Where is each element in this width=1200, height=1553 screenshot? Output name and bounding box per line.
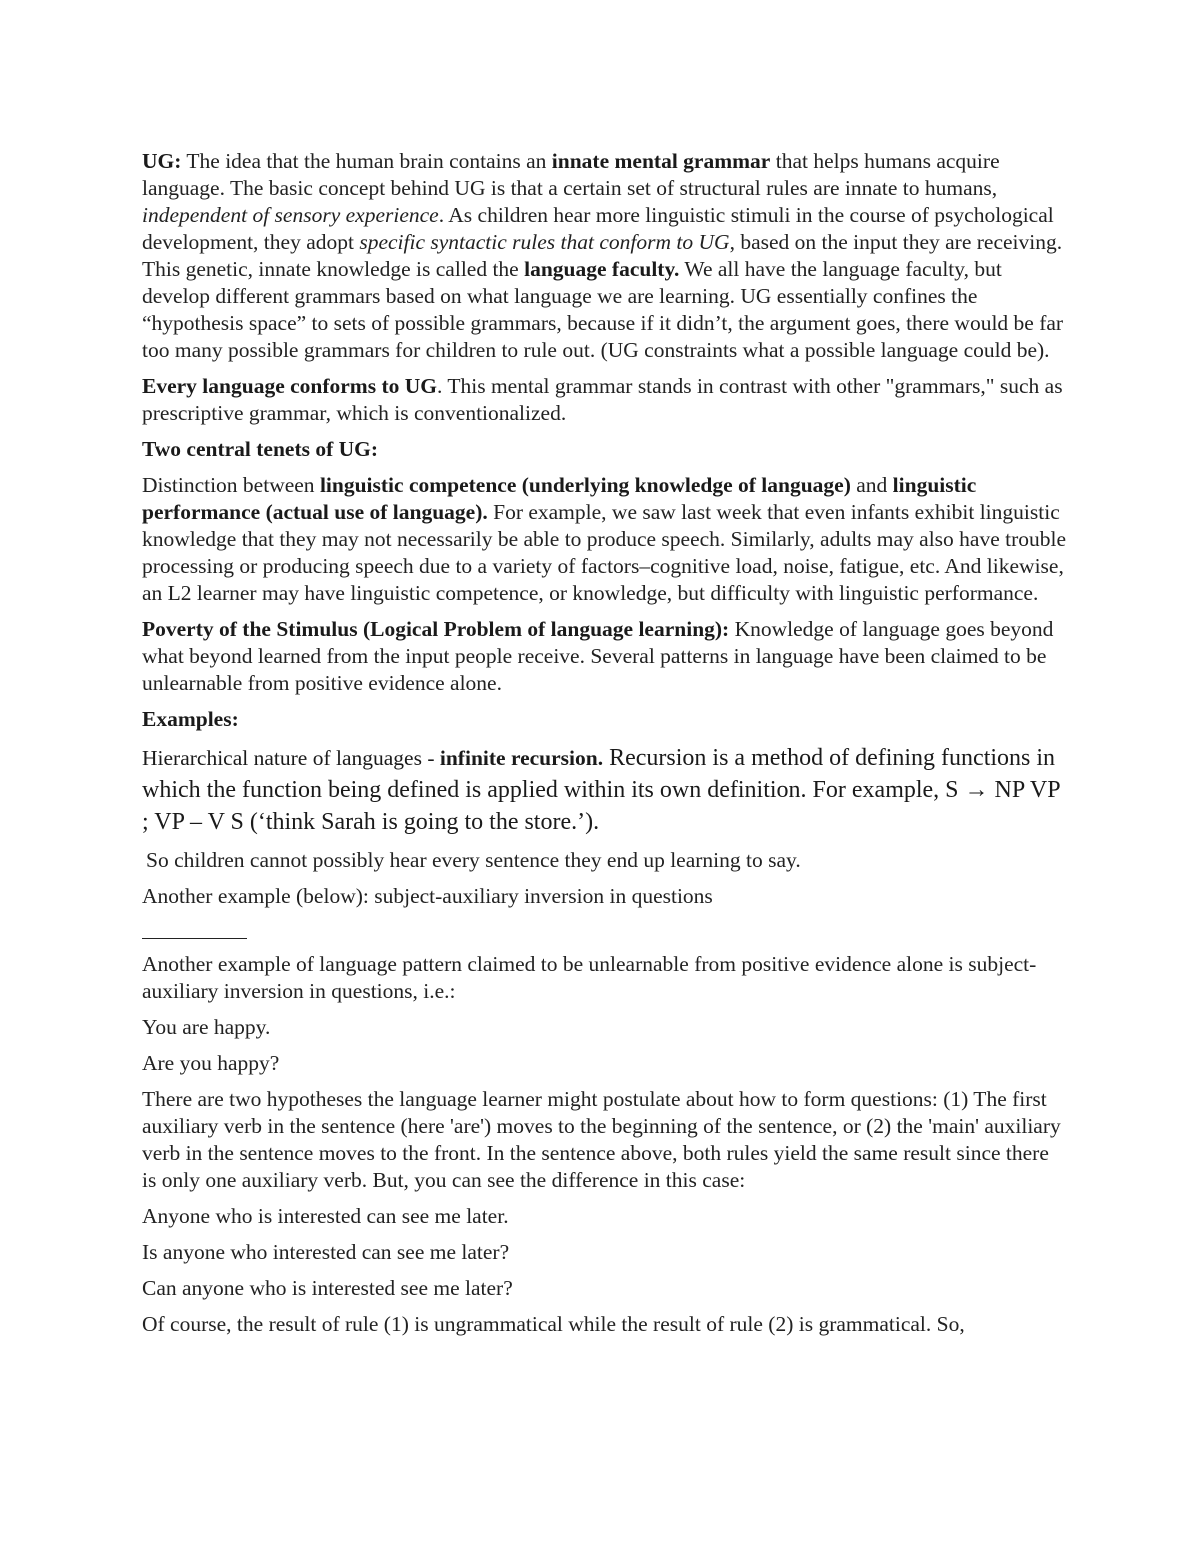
text-run: Recursion is a method of defining functions in which the function being defined is applied within its own definition. For example, S → NP VP ; VP – V S (‘think Sarah is going to the store.’). xyxy=(142,745,1060,835)
text-run: Distinction between xyxy=(142,473,320,497)
text-run: Hierarchical nature of languages - xyxy=(142,746,440,770)
conclusion-line: Of course, the result of rule (1) is ungrammatical while the result of rule (2) is grammatical. So, xyxy=(142,1312,965,1336)
bold-run: linguistic competence (underlying knowledge of language) xyxy=(319,473,851,497)
text-run: . This mental grammar stands in contrast with other "grammars," such as prescriptive grammar, which is conventionalized. xyxy=(142,374,1063,425)
example-sentence: Anyone who is interested can see me later. xyxy=(142,1204,509,1228)
bold-run: linguistic performance (actual use of language). xyxy=(142,473,977,524)
language-faculty-term: language faculty. xyxy=(524,257,680,281)
footnote-intro: Another example of language pattern claimed to be unlearnable from positive evidence alone is subject-auxiliary inversion in questions, i.e.: xyxy=(142,952,1037,1003)
text-run: For example, we saw last week that even infants exhibit linguistic knowledge that they may not necessarily be able to produce speech. Similarly, adults may also have trouble processing or producing speech due to a variety of factors–cognitive load, noise, fatigue, etc. And likewise, an L2 learner may have linguistic competence, or knowledge, but difficulty with linguistic performance. xyxy=(142,500,1067,605)
children-sentence: So children cannot possibly hear every sentence they end up learning to say. xyxy=(146,848,801,872)
text-run: Knowledge of language goes beyond what beyond learned from the input people receive. Several patterns in language have been claimed to be unlearnable from positive evidence alone. xyxy=(142,617,1054,695)
poverty-of-stimulus-paragraph xyxy=(142,616,1067,697)
example-sentence: Are you happy? xyxy=(142,1051,280,1075)
ug-definition-paragraph xyxy=(142,148,1067,364)
bold-run: Every language conforms to UG xyxy=(142,374,437,398)
italic-run: specific syntactic rules that conform to UG xyxy=(359,230,730,254)
bold-run: infinite recursion. xyxy=(439,746,604,770)
text-run: . As children hear more linguistic stimuli in the course of psychological development, they adopt xyxy=(142,203,1054,254)
heading-text: Examples: xyxy=(142,707,239,731)
examples-heading xyxy=(142,706,1067,733)
text-run: and xyxy=(850,473,893,497)
recursion-paragraph xyxy=(142,742,1067,838)
another-example-line: Another example (below): subject-auxiliary inversion in questions xyxy=(142,884,713,908)
example-sentence: You are happy. xyxy=(142,1015,271,1039)
competence-performance-paragraph xyxy=(142,472,1067,607)
innate-mental-grammar-term: innate mental grammar xyxy=(551,149,771,173)
ug-term: UG: xyxy=(142,149,182,173)
hypotheses-paragraph: There are two hypotheses the language learner might postulate about how to form questions: (1) The first auxiliary verb in the sentence (here 'are') moves to the beginning of the sentence, or (2) the 'main' auxiliary verb in the sentence moves to the front. In the sentence above, both rules yield the same result since there is only one auxiliary verb. But, you can see the difference in this case: xyxy=(142,1087,1061,1192)
example-sentence: Can anyone who is interested see me later? xyxy=(142,1276,513,1300)
document-page xyxy=(142,148,1067,1347)
text-run: that helps humans acquire language. The basic concept behind UG is that a certain set of structural rules are innate to humans, xyxy=(142,149,1000,200)
footnote-separator xyxy=(142,938,247,939)
every-language-paragraph xyxy=(142,373,1067,427)
text-run: , based on the input they are receiving. This genetic, innate knowledge is called the xyxy=(142,230,1063,281)
italic-run: independent of sensory experience xyxy=(142,203,439,227)
text-run: The idea that the human brain contains an xyxy=(181,149,552,173)
text-run: We all have the language faculty, but develop different grammars based on what language we are learning. UG essentially confines the “hypothesis space” to sets of possible grammars, because if it didn’t, the argument goes, there would be far too many possible grammars for children to rule out. (UG constraints what a possible language could be). xyxy=(142,257,1064,362)
example-sentence: Is anyone who interested can see me later? xyxy=(142,1240,510,1264)
bold-run: Poverty of the Stimulus (Logical Problem of language learning): xyxy=(142,617,730,641)
tenets-heading xyxy=(142,436,1067,463)
heading-text: Two central tenets of UG: xyxy=(142,437,379,461)
